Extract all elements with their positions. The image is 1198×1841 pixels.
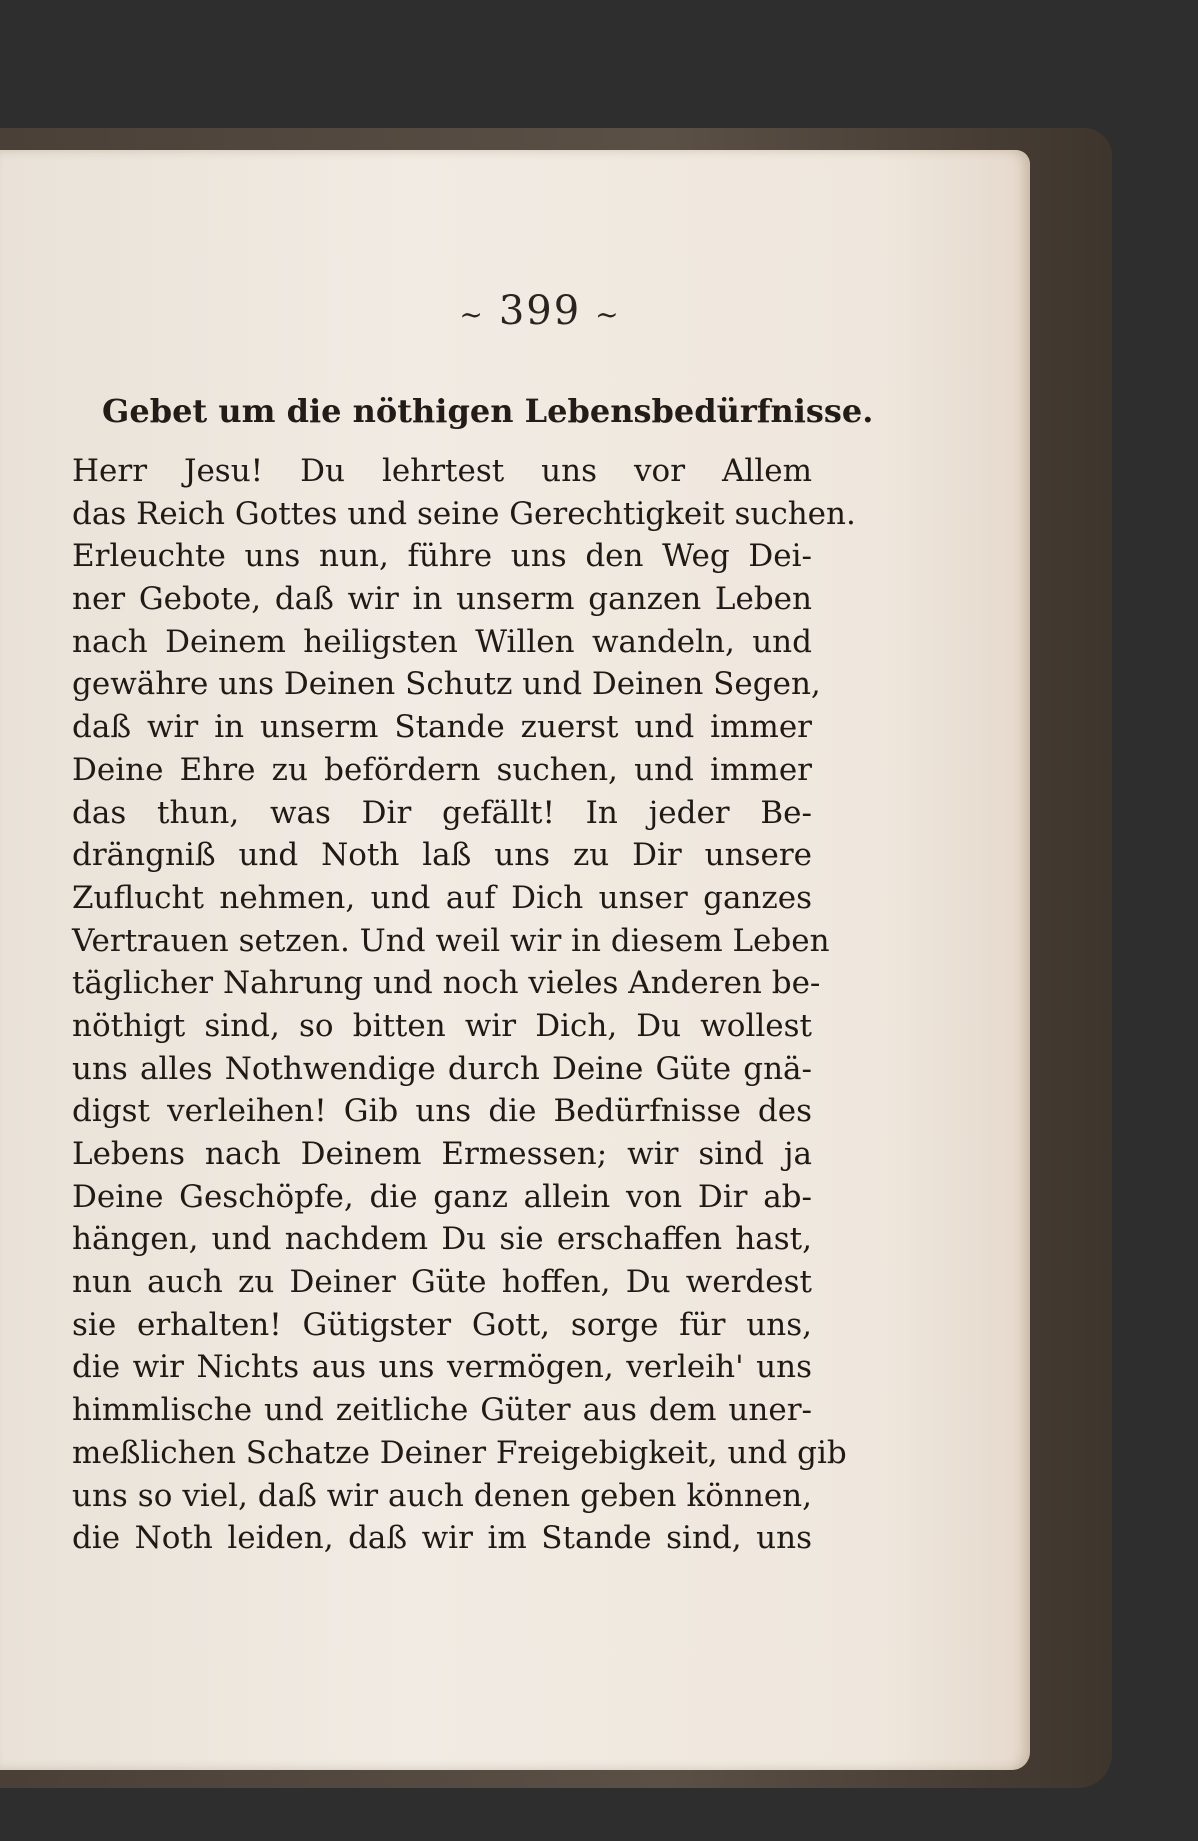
text-line: Vertrauen setzen. Und weil wir in diesem Leben xyxy=(72,922,830,959)
text-line: Deine Ehre zu befördern suchen, und immer xyxy=(72,751,812,788)
text-line: Lebens nach Deinem Ermessen; wir sind ja xyxy=(72,1136,812,1172)
page-header xyxy=(0,288,1080,334)
text-line: Zuflucht nehmen, und auf Dich unser ganzes xyxy=(72,879,812,916)
text-line: ner Gebote, daß wir in unserm ganzen Leben xyxy=(72,581,812,618)
text-line: die wir Nichts aus uns vermögen, verleih' uns xyxy=(72,1349,812,1386)
text-line: nun auch zu Deiner Güte hoffen, Du werdest xyxy=(72,1264,812,1301)
text-line: das thun, was Dir gefällt! In jeder Be- xyxy=(72,794,812,831)
prayer-text xyxy=(72,450,856,1560)
text-line: täglicher Nahrung und noch vieles Anderen be- xyxy=(72,965,821,1002)
text-line: sie erhalten! Gütigster Gott, sorge für uns, xyxy=(72,1306,812,1343)
text-line: Deine Geschöpfe, die ganz allein von Dir ab- xyxy=(72,1178,812,1215)
page-number: 399 xyxy=(498,288,582,334)
text-line: die Noth leiden, daß wir im Stande sind, uns xyxy=(72,1520,812,1557)
text-line: nach Deinem heiligsten Willen wandeln, und xyxy=(72,623,812,660)
ornament-left-icon: ~ xyxy=(459,297,485,331)
text-line: daß wir in unserm Stande zuerst und immer xyxy=(72,709,812,746)
text-line: Erleuchte uns nun, führe uns den Weg Dei- xyxy=(72,538,812,575)
text-line: gewähre uns Deinen Schutz und Deinen Segen, xyxy=(72,666,821,703)
ornament-right-icon: ~ xyxy=(595,297,621,331)
text-line: himmlische und zeitliche Güter aus dem uner- xyxy=(72,1392,812,1429)
text-line: nöthigt sind, so bitten wir Dich, Du wollest xyxy=(72,1007,812,1044)
prayer-title: Gebet um die nöthigen Lebensbedürfnisse. xyxy=(102,392,874,430)
text-line: meßlichen Schatze Deiner Freigebigkeit, und gib xyxy=(72,1434,847,1471)
text-line: das Reich Gottes und seine Gerechtigkeit suchen. xyxy=(72,495,856,532)
text-line: Herr Jesu! Du lehrtest uns vor Allem xyxy=(72,453,812,489)
text-line: hängen, und nachdem Du sie erschaffen hast, xyxy=(72,1221,812,1258)
text-line: digst verleihen! Gib uns die Bedürfnisse des xyxy=(72,1093,812,1130)
text-line: uns so viel, daß wir auch denen geben können, xyxy=(72,1477,812,1514)
text-line: drängniß und Noth laß uns zu Dir unsere xyxy=(72,837,812,874)
text-line: uns alles Nothwendige durch Deine Güte gnä- xyxy=(72,1050,812,1087)
